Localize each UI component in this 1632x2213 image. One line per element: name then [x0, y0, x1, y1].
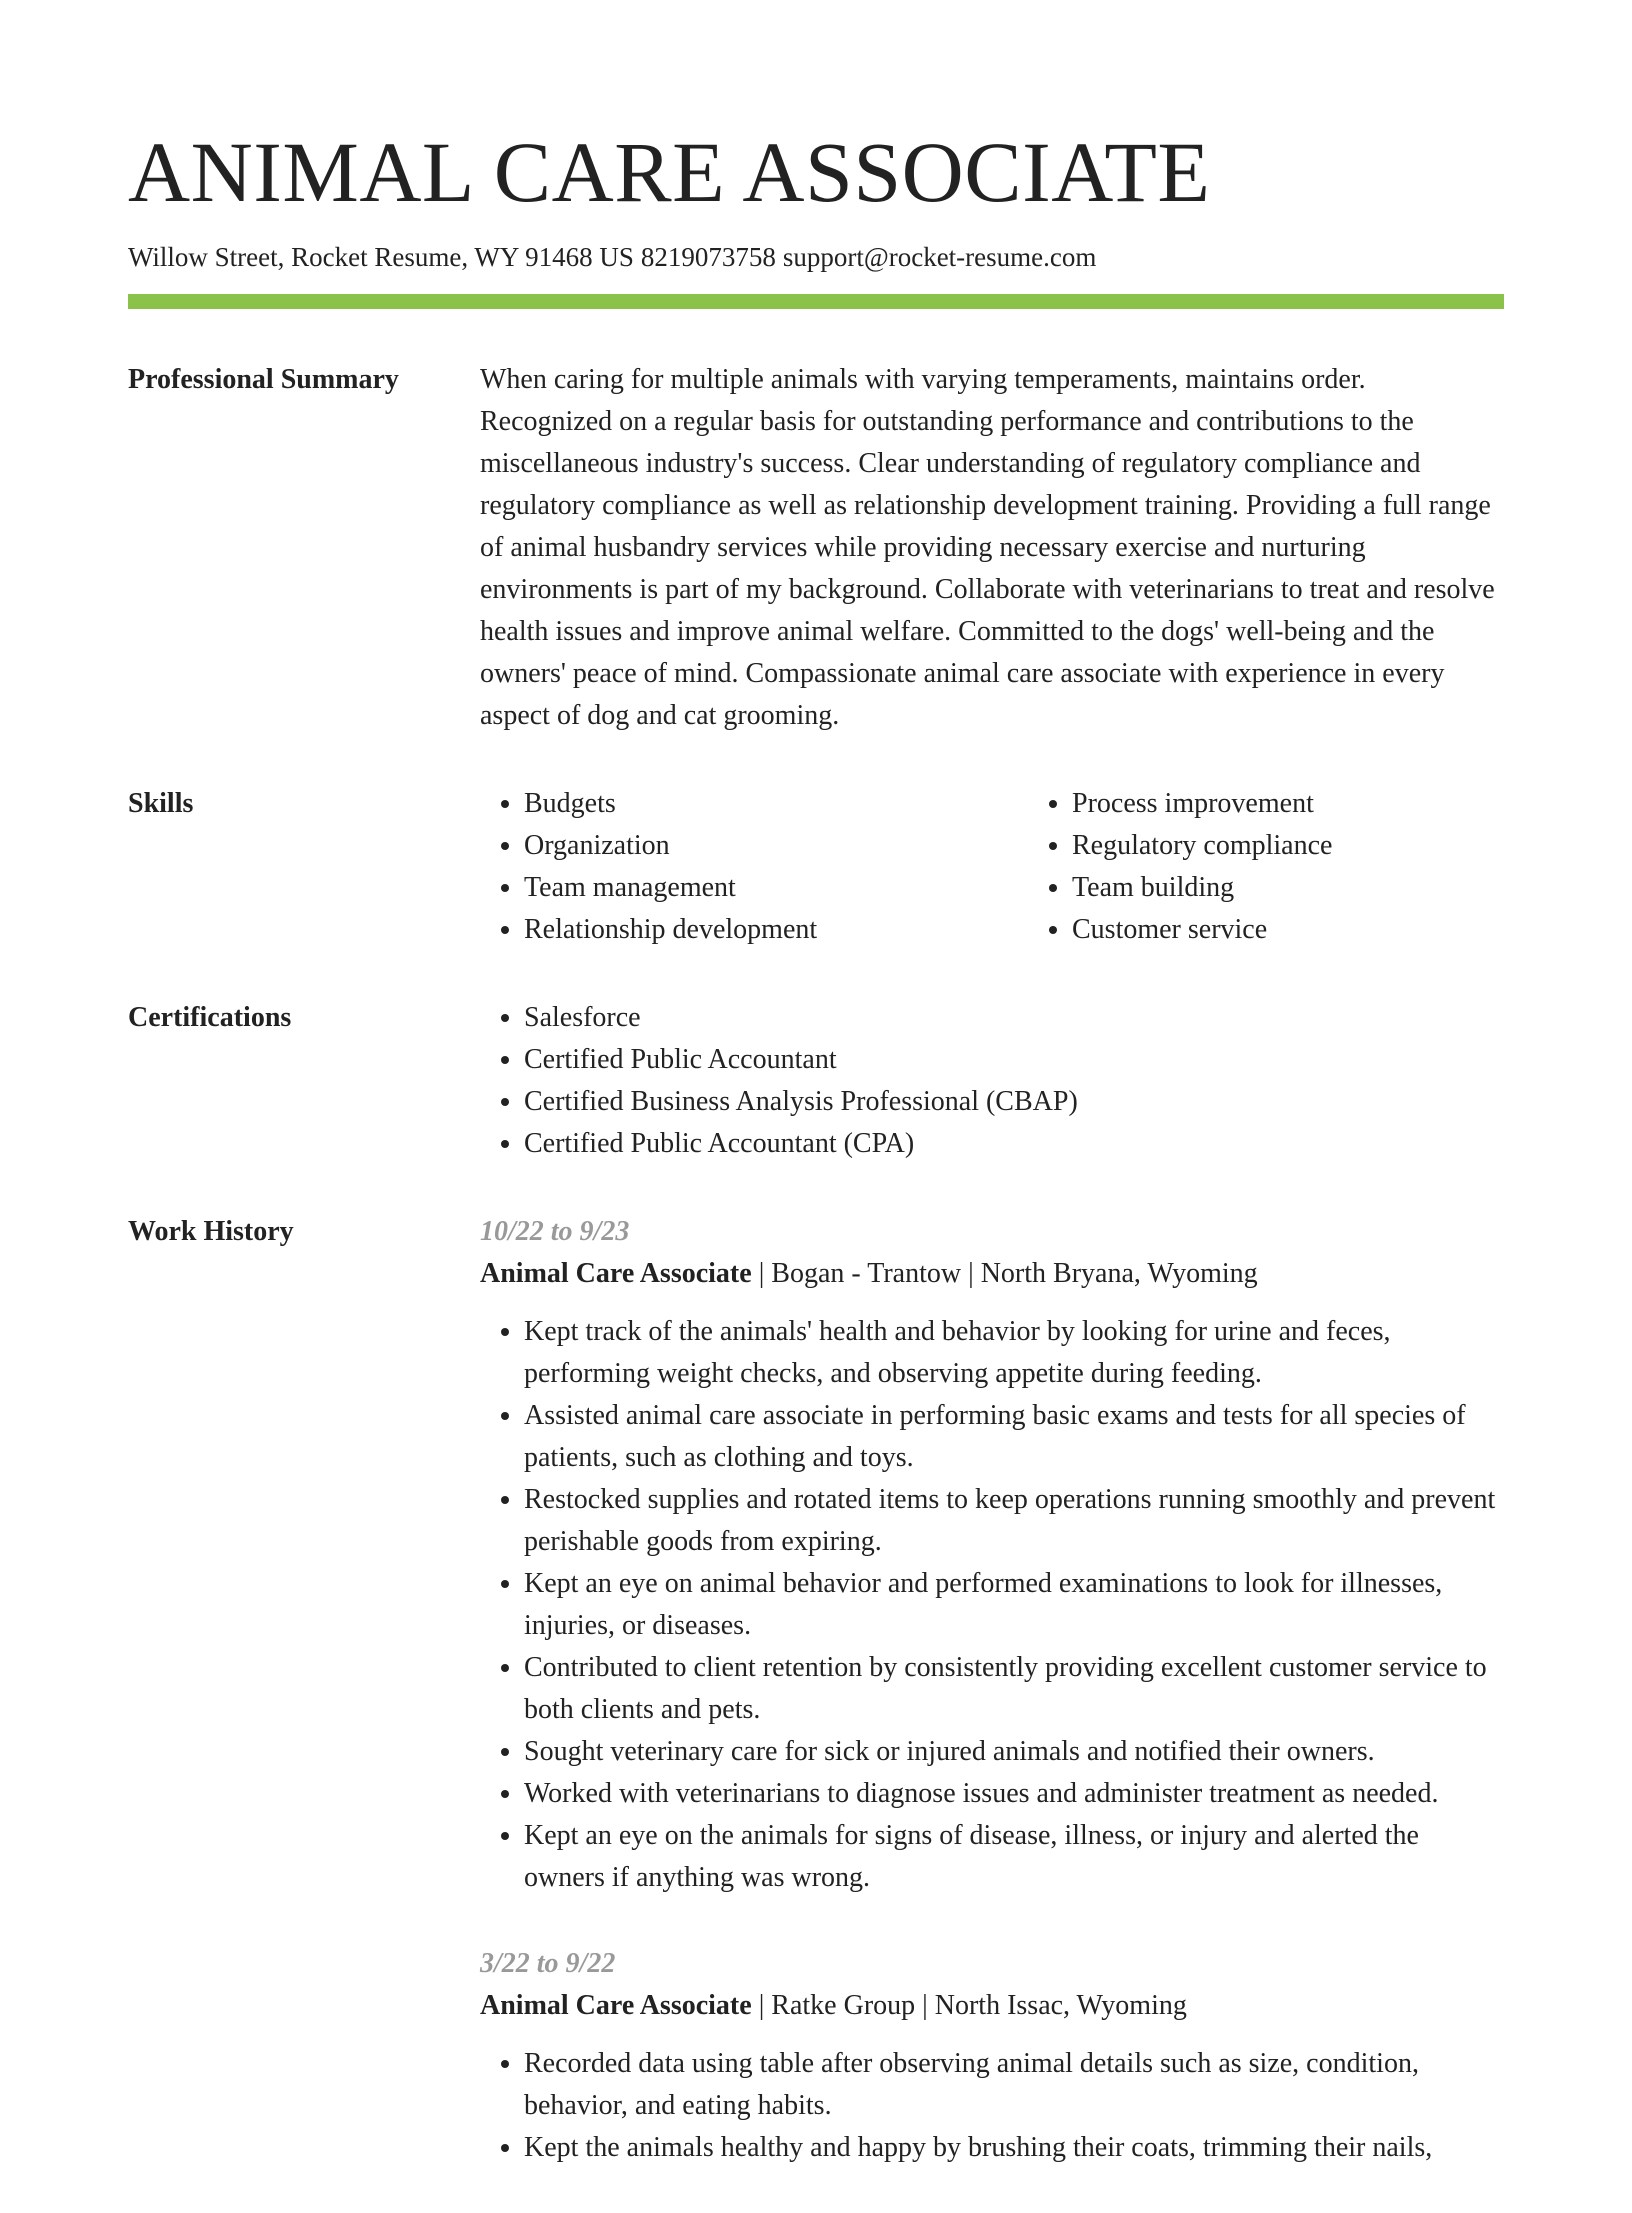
summary-section: [128, 359, 1504, 737]
skill-item: • Customer service: [1072, 909, 1504, 951]
skill-item: • Relationship development: [524, 909, 1028, 951]
section-label-summary: Professional Summary: [128, 364, 399, 395]
skills-grid: [480, 783, 1504, 951]
skills-list-right: [1028, 783, 1504, 951]
job-title: Animal Care Associate: [480, 1258, 752, 1289]
section-label-certifications: Certifications: [128, 1002, 292, 1033]
job-bullets: [480, 2043, 1504, 2169]
job-bullet: • Kept the animals healthy and happy by brushing their coats, trimming their nails,: [524, 2127, 1504, 2169]
job-details: | Ratke Group | North Issac, Wyoming: [751, 1990, 1187, 2021]
contact-phone: 8219073758: [640, 242, 776, 272]
certification-item: • Certified Business Analysis Professional (CBAP): [524, 1081, 1504, 1123]
job-bullet: • Kept track of the animals' health and behavior by looking for urine and feces, performing weight checks, and observing appetite during feeding.: [524, 1311, 1504, 1395]
summary-content: [480, 359, 1504, 737]
skill-item: • Team management: [524, 867, 1028, 909]
skills-list-left: [480, 783, 1028, 951]
work-history-content: [480, 1211, 1504, 2213]
summary-text: When caring for multiple animals with varying temperaments, maintains order. Recognized on a regular basis for outstanding performance and contributions to the miscellaneous industry's success. Clear understanding of regulatory compliance and regulatory compliance as well as relationship development training. Providing a full range of animal husbandry services while providing necessary exercise and nurturing environments is part of my background. Collaborate with veterinarians to treat and resolve health issues and improve animal welfare. Committed to the dogs' well-being and the owners' peace of mind. Compassionate animal care associate with experience in every aspect of dog and cat grooming.: [480, 364, 1495, 731]
job-dates: 3/22 to 9/22: [480, 1948, 616, 1979]
job-bullet: • Contributed to client retention by consistently providing excellent customer service to both clients and pets.: [524, 1647, 1504, 1731]
job-bullet: • Worked with veterinarians to diagnose issues and administer treatment as needed.: [524, 1773, 1504, 1815]
skill-item: • Organization: [524, 825, 1028, 867]
contact-email: support@rocket-resume.com: [782, 242, 1097, 272]
job-title-line: [480, 1253, 1504, 1295]
job-bullet: • Restocked supplies and rotated items to keep operations running smoothly and prevent perishable goods from expiring.: [524, 1479, 1504, 1563]
contact-address: Willow Street, Rocket Resume, WY 91468 US: [128, 242, 634, 272]
job-entry: [480, 1211, 1504, 1899]
section-label-skills: Skills: [128, 788, 194, 819]
certification-item: • Certified Public Accountant (CPA): [524, 1123, 1504, 1165]
header-divider: [128, 294, 1504, 309]
section-label-work-history: Work History: [128, 1216, 294, 1247]
job-details: | Bogan - Trantow | North Bryana, Wyoming: [751, 1258, 1258, 1289]
job-bullets: [480, 1311, 1504, 1899]
job-entry: [480, 1943, 1504, 2169]
skill-item: • Team building: [1072, 867, 1504, 909]
skill-item: • Budgets: [524, 783, 1028, 825]
resume-name: ANIMAL CARE ASSOCIATE: [128, 124, 1211, 220]
job-bullet: • Sought veterinary care for sick or injured animals and notified their owners.: [524, 1731, 1504, 1773]
resume-page: [128, 0, 1504, 2213]
job-title: Animal Care Associate: [480, 1990, 752, 2021]
certification-item: • Certified Public Accountant: [524, 1039, 1504, 1081]
certifications-section: [128, 997, 1504, 1165]
job-bullet: • Assisted animal care associate in performing basic exams and tests for all species of patients, such as clothing and toys.: [524, 1395, 1504, 1479]
skill-item: • Regulatory compliance: [1072, 825, 1504, 867]
job-bullet: • Kept an eye on the animals for signs of disease, illness, or injury and alerted the owners if anything was wrong.: [524, 1815, 1504, 1899]
job-dates: 10/22 to 9/23: [480, 1216, 630, 1247]
job-bullet: • Kept an eye on animal behavior and performed examinations to look for illnesses, injuries, or diseases.: [524, 1563, 1504, 1647]
certification-item: • Salesforce: [524, 997, 1504, 1039]
work-history-section: [128, 1211, 1504, 2213]
certifications-content: [480, 997, 1504, 1165]
skills-section: [128, 783, 1504, 951]
skill-item: • Process improvement: [1072, 783, 1504, 825]
contact-line: [128, 240, 1504, 274]
job-bullet: • Recorded data using table after observing animal details such as size, condition, behavior, and eating habits.: [524, 2043, 1504, 2127]
job-title-line: [480, 1985, 1504, 2027]
certifications-list: [480, 997, 1504, 1165]
